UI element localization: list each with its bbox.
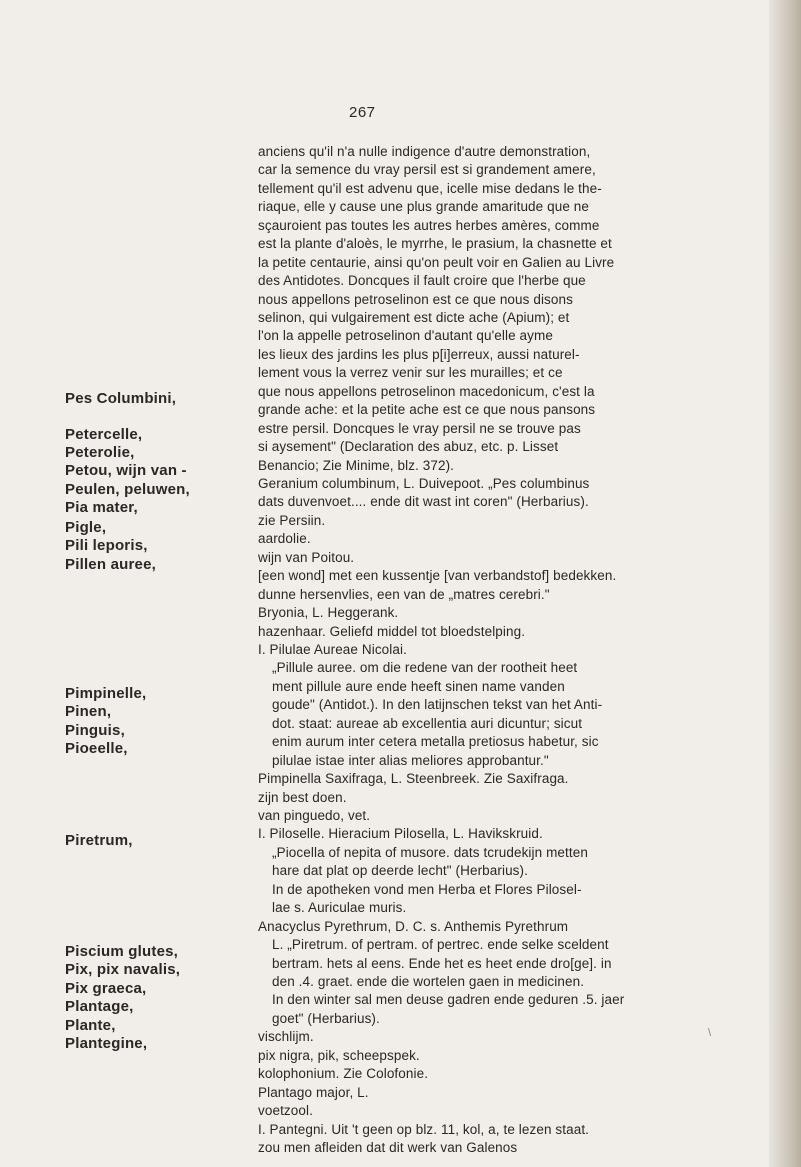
text-line: I. Pantegni. Uit 't geen op blz. 11, kol, a, te lezen staat. <box>258 1122 590 1137</box>
headword: Plante, <box>65 1017 116 1034</box>
text-line: Plantago major, L. <box>258 1085 369 1100</box>
text-line: pilulae istae inter alias meliores approbantur." <box>272 753 549 768</box>
headword: Piscium glutes, <box>65 943 179 960</box>
text-line: anciens qu'il n'a nulle indigence d'autre demonstration, <box>258 144 591 159</box>
text-line: selinon, qui vulgairement est dicte ache (Apium); et <box>258 310 570 325</box>
text-line: Geranium columbinum, L. Duivepoot. „Pes columbinus <box>258 476 590 491</box>
text-line: voetzool. <box>258 1103 313 1118</box>
text-line: riaque, elle y cause une plus grande amaritude que ne <box>258 199 590 214</box>
text-line: Pimpinella Saxifraga, L. Steenbreek. Zie Saxifraga. <box>258 771 569 786</box>
text-line: zou men afleiden dat dit werk van Galenos <box>258 1140 518 1155</box>
text-line: grande ache: et la petite ache est ce que nous pansons <box>258 402 596 417</box>
text-line: Anacyclus Pyrethrum, D. C. s. Anthemis Pyrethrum <box>258 919 569 934</box>
text-line: enim aurum inter cetera metalla pretiosus habetur, sic <box>272 734 599 749</box>
headword: Plantegine, <box>65 1035 148 1052</box>
text-line: bertram. hets al eens. Ende het es heet ende dro[ge]. in <box>272 956 612 971</box>
text-line: goet" (Herbarius). <box>272 1011 380 1026</box>
headword: Petercelle, <box>65 426 143 443</box>
text-line: zijn best doen. <box>258 790 347 805</box>
text-line: Bryonia, L. Heggerank. <box>258 605 399 620</box>
headword: Plantage, <box>65 998 134 1015</box>
text-line: „Piocella of nepita of musore. dats tcrudekijn metten <box>272 845 588 860</box>
headword: Peterolie, <box>65 444 135 461</box>
text-line: hare dat plat op deerde lecht" (Herbarius). <box>272 863 528 878</box>
text-line: I. Pilulae Aureae Nicolai. <box>258 642 407 657</box>
text-line: nous appellons petroselinon est ce que nous disons <box>258 292 573 307</box>
text-line: „Pillule auree. om die redene van der rootheit heet <box>272 660 578 675</box>
text-line: pix nigra, pik, scheepspek. <box>258 1048 420 1063</box>
margin-mark: \ <box>708 1027 712 1039</box>
text-line: Benancio; Zie Minime, blz. 372). <box>258 458 455 473</box>
text-line: est la plante d'aloès, le myrrhe, le prasium, la chasnette et <box>258 236 612 251</box>
text-line: les lieux des jardins les plus p[i]erreux, aussi naturel- <box>258 347 580 362</box>
text-line: l'on la appelle petroselinon d'autant qu'elle ayme <box>258 328 553 343</box>
text-line: [een wond] met een kussentje [van verbandstof] bedekken. <box>258 568 617 583</box>
headword: Pimpinelle, <box>65 685 147 702</box>
text-line: dot. staat: aureae ab excellentia auri dicuntur; sicut <box>272 716 583 731</box>
text-line: kolophonium. Zie Colofonie. <box>258 1066 429 1081</box>
headword: Pioeelle, <box>65 740 128 757</box>
headword: Pillen auree, <box>65 556 156 573</box>
text-line: aardolie. <box>258 531 311 546</box>
text-line: tellement qu'il est advenu que, icelle mise dedans le the- <box>258 181 602 196</box>
text-line: lae s. Auriculae muris. <box>272 900 407 915</box>
page-edge <box>769 0 801 1167</box>
headword: Pigle, <box>65 519 107 536</box>
text-line: I. Piloselle. Hieracium Pilosella, L. Havikskruid. <box>258 826 543 841</box>
text-line: L. „Piretrum. of pertram. of pertrec. ende selke sceldent <box>272 937 609 952</box>
text-line: In den winter sal men deuse gadren ende geduren .5. jaer <box>272 992 625 1007</box>
text-line: goude" (Antidot.). In den latijnschen tekst van het Anti- <box>272 697 603 712</box>
headword: Peulen, peluwen, <box>65 481 190 498</box>
text-line: In de apotheken vond men Herba et Flores Pilosel- <box>272 882 582 897</box>
text-line: vischlijm. <box>258 1029 314 1044</box>
headword: Pix, pix navalis, <box>65 961 181 978</box>
headword: Pia mater, <box>65 499 138 516</box>
headword: Pili leporis, <box>65 537 148 554</box>
text-line: van pinguedo, vet. <box>258 808 371 823</box>
text-line: zie Persiin. <box>258 513 326 528</box>
page-number: 267 <box>349 104 376 121</box>
text-line: estre persil. Doncques le vray persil ne se trouve pas <box>258 421 581 436</box>
text-line: ment pillule aure ende heeft sinen name vanden <box>272 679 565 694</box>
text-line: que nous appellons petroselinon macedonicum, c'est la <box>258 384 595 399</box>
text-line: den .4. graet. ende die wortelen gaen in medicinen. <box>272 974 585 989</box>
text-line: car la semence du vray persil est si grandement amere, <box>258 162 596 177</box>
text-line: la petite centaurie, ainsi qu'on peult voir en Galien au Livre <box>258 255 615 270</box>
headword: Pinguis, <box>65 722 125 739</box>
text-line: wijn van Poitou. <box>258 550 355 565</box>
headword: Pes Columbini, <box>65 390 177 407</box>
text-line: dats duvenvoet.... ende dit wast int coren" (Herbarius). <box>258 494 589 509</box>
headword: Pinen, <box>65 703 112 720</box>
text-line: si aysement" (Declaration des abuz, etc. p. Lisset <box>258 439 559 454</box>
text-line: sçauroient pas toutes les autres herbes amères, comme <box>258 218 600 233</box>
text-line: dunne hersenvlies, een van de „matres cerebri." <box>258 587 550 602</box>
text-line: hazenhaar. Geliefd middel tot bloedstelping. <box>258 624 526 639</box>
text-line: des Antidotes. Doncques il fault croire que l'herbe que <box>258 273 586 288</box>
headword: Piretrum, <box>65 832 133 849</box>
headword: Petou, wijn van - <box>65 462 187 479</box>
text-line: lement vous la verrez venir sur les murailles; et ce <box>258 365 563 380</box>
headword: Pix graeca, <box>65 980 147 997</box>
